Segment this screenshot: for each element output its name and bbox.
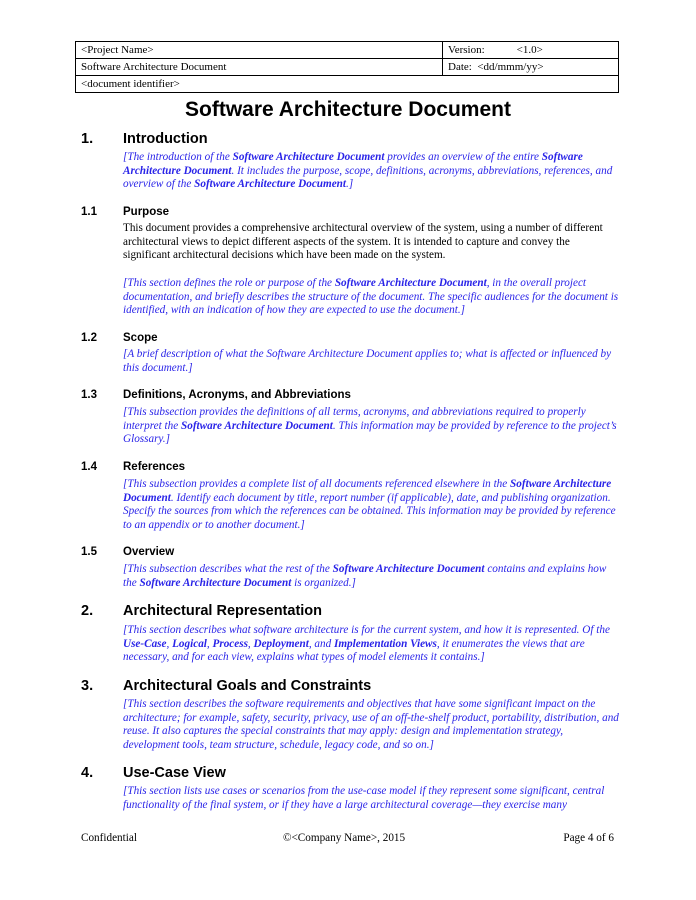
version-label: Version: bbox=[448, 44, 485, 56]
section-title: References bbox=[123, 461, 186, 473]
heading-overview bbox=[81, 546, 174, 558]
section-number: 2. bbox=[81, 603, 94, 619]
emphasized-term: Software Architecture Document bbox=[332, 563, 485, 575]
heading-architectural-representation bbox=[81, 603, 322, 619]
section-title: Definitions, Acronyms, and Abbreviations bbox=[123, 389, 351, 401]
version-cell bbox=[443, 42, 619, 59]
heading-purpose bbox=[81, 206, 169, 218]
emphasized-term: Software Architecture Document bbox=[232, 151, 385, 163]
heading-introduction bbox=[81, 131, 208, 147]
project-name-cell: <Project Name> bbox=[76, 42, 443, 59]
document-name-cell: Software Architecture Document bbox=[76, 59, 443, 76]
section-title: Introduction bbox=[123, 131, 208, 147]
definitions-note: [This subsection provides the definitions of all terms, acronyms, and abbreviations required to properly interpret the Software Architecture Document. This information may be provided by reference to the project’s Glossary.] bbox=[123, 406, 617, 446]
section-number: 1.2 bbox=[81, 332, 97, 344]
overview-note: [This subsection describes what the rest of the Software Architecture Document contains and explains how the Software Architecture Document is organized.] bbox=[123, 563, 607, 589]
purpose-body: This document provides a comprehensive architectural overview of the system, using a number of different architectural views to depict different aspects of the system. It is intended to capture and convey the significant architectural decisions which have been made on the system. bbox=[123, 222, 603, 262]
page-title: Software Architecture Document bbox=[185, 98, 511, 121]
goals-constraints-note: [This section describes the software requirements and objectives that have some significant impact on the architecture; for example, safety, security, privacy, use of an off-the-shelf product, portability, distribution, and reuse. It also captures the special constraints that may apply: design and implementation strategy, development tools, team structure, schedule, legacy code, and so on.] bbox=[123, 698, 619, 751]
emphasized-term: Software Architecture Document bbox=[181, 419, 333, 432]
footer-page-number: Page 4 of 6 bbox=[563, 832, 614, 844]
section-number: 4. bbox=[81, 765, 94, 781]
use-case-view-note: [This section lists use cases or scenarios from the use-case model if they represent some significant, central functionality of the final system, or if they have a large architectural coverage—they exercise many bbox=[123, 785, 605, 811]
emphasized-term: Software Architecture Document bbox=[194, 178, 347, 191]
section-title: Overview bbox=[123, 546, 175, 558]
emphasized-term: Software Architecture Document bbox=[123, 478, 612, 504]
section-title: Architectural Representation bbox=[123, 603, 323, 619]
emphasized-term: Process bbox=[212, 637, 248, 650]
document-identifier-cell: <document identifier> bbox=[76, 76, 619, 93]
date-value: <dd/mmm/yy> bbox=[477, 61, 544, 73]
emphasized-term: Deployment bbox=[253, 637, 309, 650]
footer-copyright: ©<Company Name>, 2015 bbox=[283, 832, 406, 844]
date-label: Date: bbox=[448, 61, 472, 73]
section-number: 1.5 bbox=[81, 546, 97, 558]
emphasized-term: Software Architecture Document bbox=[123, 151, 583, 177]
version-value: <1.0> bbox=[516, 44, 543, 56]
heading-use-case-view bbox=[81, 765, 226, 781]
heading-goals-constraints bbox=[81, 678, 371, 694]
heading-scope bbox=[81, 332, 158, 344]
footer-confidential: Confidential bbox=[81, 832, 137, 844]
purpose-note: [This section defines the role or purpose of the Software Architecture Document, in the overall project documentation, and briefly describes the structure of the document. The specific audiences for the document is identified, with an indication of how they are expected to use the document.] bbox=[123, 277, 619, 317]
scope-note: [A brief description of what the Software Architecture Document applies to; what is affected or influenced by this document.] bbox=[123, 348, 612, 374]
section-number: 1.1 bbox=[81, 206, 97, 218]
section-title: Scope bbox=[123, 332, 158, 344]
date-cell bbox=[443, 59, 619, 76]
section-title: Purpose bbox=[123, 206, 170, 218]
emphasized-term: Logical bbox=[172, 637, 207, 650]
section-number: 1. bbox=[81, 131, 94, 147]
references-note: [This subsection provides a complete list of all documents referenced elsewhere in the Software Architecture Document. Identify each document by title, report number (if applicable), date, and publishing organization. Specify the sources from which the references can be obtained. This information may be provided by reference to an appendix or to another document.] bbox=[123, 478, 616, 531]
emphasized-term: Software Architecture Document bbox=[334, 277, 487, 289]
document-header-table bbox=[75, 41, 619, 93]
emphasized-term: Use-Case bbox=[123, 637, 167, 650]
introduction-note: [The introduction of the Software Architecture Document provides an overview of the entire Software Architecture Document. It includes the purpose, scope, definitions, acronyms, abbreviations, references, and overview of the Software Architecture Document.] bbox=[123, 151, 613, 191]
emphasized-term: Software Architecture Document bbox=[139, 576, 292, 589]
emphasized-term: Implementation Views bbox=[334, 637, 437, 650]
heading-definitions bbox=[81, 389, 351, 401]
section-number: 1.4 bbox=[81, 461, 97, 473]
section-number: 1.3 bbox=[81, 389, 97, 401]
section-title: Use-Case View bbox=[123, 765, 226, 781]
section-title: Architectural Goals and Constraints bbox=[123, 678, 372, 694]
architectural-representation-note: [This section describes what software architecture is for the current system, and how it is represented. Of the Use-Case, Logical, Process, Deployment, and Implementation Views, it enumerates the views that are necessary, and for each view, explains what types of model elements it contains.] bbox=[123, 624, 610, 664]
heading-references bbox=[81, 461, 185, 473]
section-number: 3. bbox=[81, 678, 94, 694]
